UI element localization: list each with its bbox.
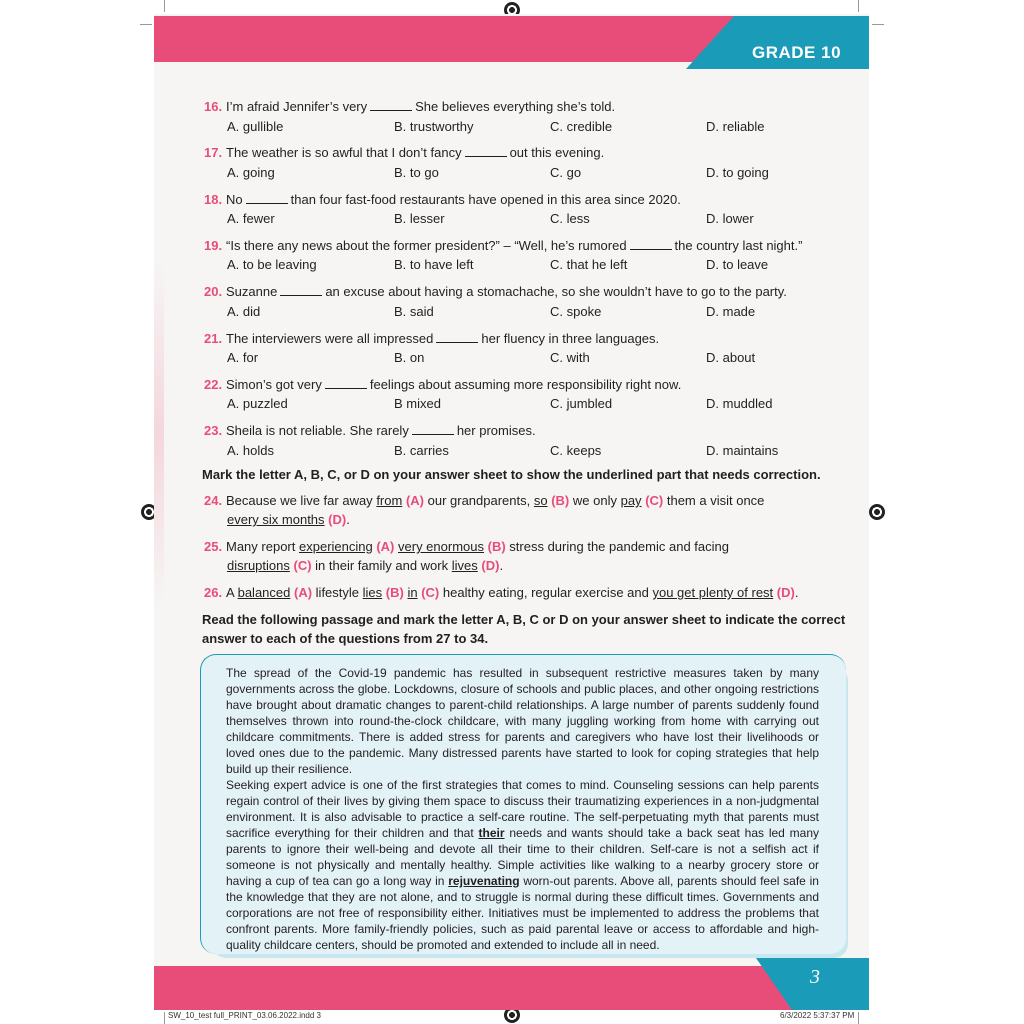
- answer-blank: [325, 378, 367, 389]
- answer-blank: [412, 424, 454, 435]
- question-stem-before: Simon’s got very: [226, 376, 322, 392]
- crop-mark: [872, 24, 884, 25]
- question-stem-after: than four fast-food restaurants have opened in this area since 2020.: [290, 191, 681, 207]
- question-stem-before: Suzanne: [226, 284, 278, 300]
- crop-mark: [858, 0, 859, 12]
- question-stem-before: The interviewers were all impressed: [226, 330, 434, 346]
- question-17: [204, 143, 604, 162]
- question-16: [204, 97, 615, 116]
- question-number: 18.: [204, 191, 223, 207]
- option-b: B mixed: [394, 396, 441, 412]
- reading-passage: [226, 665, 819, 953]
- question-stem-before: No: [226, 191, 243, 207]
- option-b: B. said: [394, 303, 434, 319]
- question-number: 23.: [204, 423, 223, 439]
- option-c: C. jumbled: [550, 396, 613, 412]
- crop-mark: [164, 0, 165, 12]
- crop-mark: [140, 24, 152, 25]
- question-stem-before: “Is there any news about the former president?” – “Well, he’s rumored: [226, 237, 627, 253]
- option-c: C. with: [550, 350, 590, 365]
- option-a: A. did: [227, 303, 261, 319]
- option-c: C. spoke: [550, 303, 602, 319]
- option-a: A. gullible: [227, 118, 284, 134]
- question-26: 26. A balanced (A) lifestyle lies (B) in (C) healthy eating, regular exercise and you get plenty of rest (D).: [204, 585, 799, 600]
- option-b: B. to have left: [394, 257, 474, 273]
- option-c: C. that he left: [550, 257, 628, 273]
- option-b: B. to go: [394, 164, 439, 180]
- option-a: A. for: [227, 350, 259, 365]
- option-c: C. keeps: [550, 442, 602, 458]
- passage-paragraph-2: Seeking expert advice is one of the first strategies that comes to mind. Counseling sessions can help parents regain control of their lives by giving them space to discuss their traumatizing experiences in a non-judgmental environment. It is also advisable to practice a self-care routine. The self-perpetuating myth that parents must sacrifice everything for their children and that their needs and wants should take a back seat has led many parents to ignore their well-being and devote all their time to their children. Self-care is not a selfish act if someone is not physically and mentally healthy. Simple activities like walking to a nearby grocery store or having a cup of tea can go a long way in rejuvenating worn-out parents. Above all, parents should feel safe in the knowledge that they are not alone, and to struggle is normal during these difficult times. Governments and corporations are not free of responsibility either. Initiatives must be implemented to address the problems that confront parents. More family-friendly policies, such as paid parental leave or access to affordable and high-quality childcare centers, should be promoted and extended to include all in need.: [226, 778, 819, 952]
- option-a: A. fewer: [227, 211, 275, 227]
- option-c: C. go: [550, 164, 582, 180]
- crop-mark: [858, 1012, 859, 1024]
- option-b: B. trustworthy: [394, 118, 474, 134]
- passage-paragraph-1: The spread of the Covid-19 pandemic has resulted in subsequent restrictive measures taken by many governments across the globe. Lockdowns, closure of schools and public places, and other ongoing restrictions have brought about dramatic changes to parent-child relationships. A large number of parents suddenly found themselves thrown into round-the-clock childcare, with many juggling working from home with carrying out childcare commitments. There is added stress for parents and caregivers who have lost their livelihoods or loved ones due to the pandemic. Many distressed parents have started to look for coping strategies that help build up their resilience.: [226, 666, 819, 776]
- question-number: 22.: [204, 376, 223, 392]
- question-number: 19.: [204, 237, 223, 253]
- question-18: [204, 190, 681, 209]
- option-c: C. less: [550, 211, 590, 227]
- question-20: [204, 282, 787, 301]
- print-slug-file: SW_10_test full_PRINT_03.06.2022.indd 3: [168, 1011, 321, 1020]
- question-stem-before: The weather is so awful that I don’t fancy: [226, 145, 462, 161]
- print-slug-date: 6/3/2022 5:37:37 PM: [780, 1011, 855, 1020]
- side-accent: [154, 264, 164, 604]
- option-b: B. carries: [394, 442, 449, 458]
- option-a: A. puzzled: [227, 396, 288, 412]
- question-24: 24. Because we live far away from (A) our grandparents, so (B) we only pay (C) them a visit once: [204, 493, 765, 508]
- question-number: 21.: [204, 330, 223, 346]
- question-number: 20.: [204, 284, 223, 300]
- question-stem-before: Sheila is not reliable. She rarely: [226, 423, 409, 439]
- answer-blank: [280, 285, 322, 296]
- answer-blank: [630, 239, 672, 250]
- grade-label: GRADE 10: [752, 43, 842, 62]
- option-d: D. to leave: [706, 257, 769, 273]
- option-d: D. about: [706, 350, 756, 365]
- option-d: D. made: [706, 303, 756, 319]
- option-d: D. to going: [706, 164, 769, 180]
- option-d: D. lower: [706, 211, 754, 227]
- worksheet-page: [154, 14, 869, 1010]
- question-21: [204, 329, 659, 348]
- underlined-word-rejuvenating: rejuvenating: [448, 874, 520, 888]
- instruction-reading-line2: answer to each of the questions from 27 to 34.: [202, 631, 489, 646]
- option-d: D. reliable: [706, 118, 765, 134]
- question-19: [204, 236, 802, 255]
- answer-blank: [370, 100, 412, 111]
- option-a: A. to be leaving: [227, 257, 317, 273]
- question-number: 17.: [204, 145, 223, 161]
- question-25-line2: disruptions (C) in their family and work lives (D).: [227, 558, 504, 573]
- question-24-line2: every six months (D).: [227, 512, 350, 527]
- question-stem-after: out this evening.: [509, 145, 605, 161]
- crop-mark: [164, 1012, 165, 1024]
- option-b: B. lesser: [394, 211, 445, 227]
- answer-blank: [246, 193, 288, 204]
- footer-band: [154, 966, 869, 1010]
- question-23: [204, 421, 536, 440]
- question-22: [204, 375, 681, 394]
- instruction-reading: Read the following passage and mark the letter A, B, C or D on your answer sheet to indicate the correct: [202, 612, 846, 627]
- underlined-word-their: their: [478, 826, 505, 840]
- question-stem-after: the country last night.”: [674, 237, 803, 253]
- page-number: 3: [810, 966, 820, 988]
- option-d: D. maintains: [706, 442, 779, 458]
- question-stem-after: her fluency in three languages.: [481, 330, 660, 346]
- instruction-error-identification: Mark the letter A, B, C, or D on your answer sheet to show the underlined part that needs correction.: [202, 467, 821, 482]
- option-a: A. going: [227, 164, 275, 180]
- answer-blank: [436, 332, 478, 343]
- answer-blank: [465, 146, 507, 157]
- registration-mark-icon: [869, 504, 885, 520]
- question-25: 25. Many report experiencing (A) very enormous (B) stress during the pandemic and facing: [204, 539, 729, 554]
- question-stem-after: her promises.: [456, 423, 536, 439]
- question-stem-after: feelings about assuming more responsibility right now.: [369, 376, 682, 392]
- question-number: 16.: [204, 99, 223, 114]
- question-stem-after: She believes everything she’s told.: [415, 99, 616, 114]
- question-stem-before: I’m afraid Jennifer’s very: [226, 99, 368, 114]
- option-c: C. credible: [550, 118, 613, 134]
- option-a: A. holds: [227, 442, 274, 458]
- option-d: D. muddled: [706, 396, 773, 412]
- question-stem-after: an excuse about having a stomachache, so she wouldn’t have to go to the party.: [325, 284, 787, 300]
- option-b: B. on: [394, 350, 425, 365]
